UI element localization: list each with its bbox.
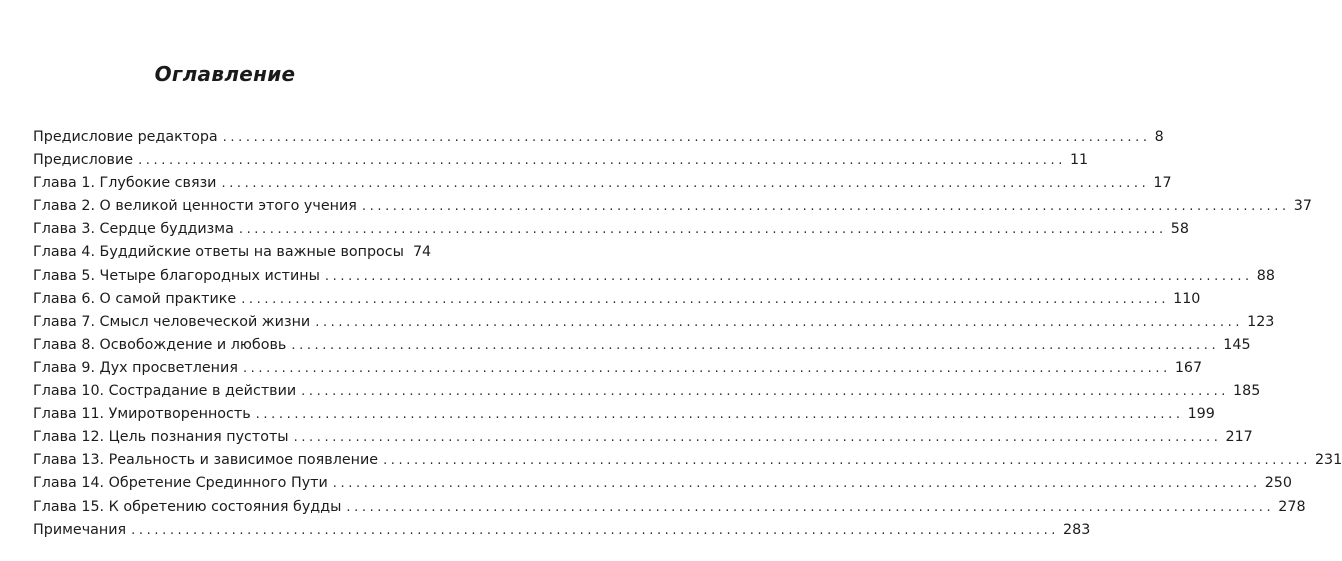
toc-entry-title: Глава 12. Цель познания пустоты	[33, 429, 289, 446]
toc-entry-title: Глава 14. Обретение Срединного Пути	[33, 475, 328, 492]
dot-leader: ........................................................................................................................	[238, 222, 1167, 238]
toc-entry	[33, 218, 1189, 241]
dot-leader: ........................................................................................................................	[361, 199, 1290, 215]
dot-leader: ........................................................................................................................	[383, 453, 1311, 469]
toc-entry-page-number: 8	[1154, 129, 1164, 145]
toc-entry-page-number: 278	[1278, 498, 1306, 515]
table-of-contents	[33, 126, 1342, 542]
dot-leader: ........................................................................................................................	[242, 360, 1171, 376]
toc-entry-page-number: 217	[1225, 429, 1253, 446]
toc-entry	[33, 519, 1091, 542]
toc-entry-page-number: 231	[1314, 452, 1342, 469]
toc-entry-title: Примечания	[33, 521, 127, 538]
toc-entry	[33, 311, 1275, 334]
dot-leader: ........................................................................................................................	[131, 522, 1060, 538]
dot-leader: ........................................................................................................................	[138, 153, 1066, 169]
dot-leader: ........................................................................................................................	[293, 430, 1222, 446]
toc-entry-page-number: 11	[1069, 152, 1089, 169]
toc-entry	[33, 334, 1251, 357]
page-title: Оглавление	[154, 62, 296, 86]
toc-entry-title: Глава 13. Реальность и зависимое появление	[33, 452, 379, 469]
toc-entry-page-number: 250	[1264, 475, 1292, 492]
toc-entry	[33, 426, 1253, 449]
toc-entry	[33, 449, 1342, 472]
toc-entry	[33, 380, 1261, 403]
toc-entry	[33, 149, 1089, 172]
dot-leader: ........................................................................................................................	[222, 130, 1151, 145]
toc-entry-page-number: 74	[412, 244, 432, 261]
toc-entry-title: Глава 10. Сострадание в действии	[33, 383, 297, 400]
toc-entry-title: Глава 8. Освобождение и любовь	[33, 336, 287, 353]
toc-entry-title: Глава 6. О самой практике	[33, 290, 237, 307]
toc-entry-title: Глава 15. К обретению состояния будды	[33, 498, 342, 515]
toc-entry-page-number: 58	[1170, 221, 1189, 238]
toc-entry	[33, 357, 1203, 380]
toc-entry-page-number: 110	[1173, 290, 1201, 307]
dot-leader: ........................................................................................................................	[324, 268, 1253, 284]
toc-entry-page-number: 199	[1187, 406, 1215, 423]
toc-entry-page-number: 123	[1247, 313, 1275, 330]
toc-entry-page-number: 185	[1233, 383, 1261, 400]
toc-entry-title: Глава 5. Четыре благородных истины	[33, 267, 320, 284]
toc-entry-title: Глава 11. Умиротворенность	[33, 406, 251, 423]
dot-leader: ........................................................................................................................	[301, 384, 1230, 400]
toc-entry-page-number: 145	[1223, 336, 1251, 353]
toc-entry-page-number: 17	[1153, 175, 1172, 192]
toc-entry	[33, 195, 1312, 218]
dot-leader: ........................................................................................................................	[255, 407, 1184, 423]
toc-entry	[33, 288, 1201, 311]
dot-leader: ........................................................................................................................	[332, 476, 1261, 492]
dot-leader: ........................................................................................................................	[315, 314, 1244, 330]
toc-entry-page-number: 167	[1174, 359, 1203, 376]
toc-entry-page-number: 283	[1063, 521, 1091, 538]
toc-entry	[33, 241, 432, 264]
toc-entry	[33, 265, 1275, 288]
toc-entry-title: Глава 7. Смысл человеческой жизни	[33, 313, 311, 330]
toc-entry	[33, 403, 1215, 426]
toc-entry-title: Глава 3. Сердце буддизма	[33, 221, 234, 238]
dot-leader: ........................................................................................................................	[221, 176, 1150, 192]
toc-entry	[33, 126, 1164, 149]
toc-entry-title: Глава 9. Дух просветления	[33, 359, 238, 376]
toc-entry-title: Глава 2. О великой ценности этого учения	[33, 198, 357, 215]
dot-leader: ........................................................................................................................	[291, 337, 1220, 353]
dot-leader: ........................................................................................................................	[346, 499, 1275, 515]
toc-entry-title: Глава 1. Глубокие связи	[33, 175, 217, 192]
toc-entry-title: Предисловие редактора	[33, 129, 218, 145]
toc-entry-page-number: 37	[1293, 198, 1312, 215]
toc-entry	[33, 472, 1292, 495]
toc-entry	[33, 496, 1306, 519]
toc-entry-page-number: 88	[1256, 267, 1275, 284]
dot-leader: ........................................................................................................................	[241, 291, 1170, 307]
toc-entry-title: Предисловие	[33, 152, 134, 169]
toc-entry-title: Глава 4. Буддийские ответы на важные вопросы	[33, 244, 404, 261]
toc-entry	[33, 172, 1172, 195]
